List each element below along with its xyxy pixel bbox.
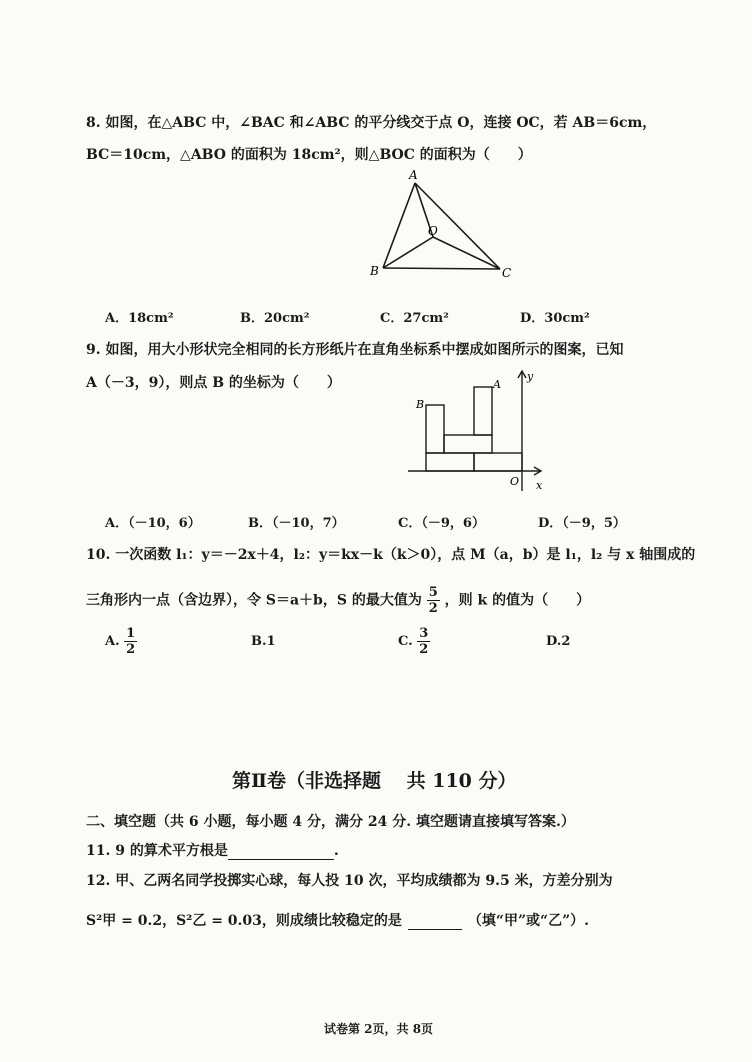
part-heading: 二、填空题（共 6 小题，每小题 4 分，满分 24 分. 填空题请直接填写答案.） (86, 814, 575, 830)
q9-option-b: B．（－10，7） (248, 516, 345, 531)
q8-line2: BC＝10cm，△ABO 的面积为 18cm²，则△BOC 的面积为（ ） (86, 147, 532, 163)
q10-option-a-fraction (124, 626, 137, 657)
side-ab (383, 183, 415, 268)
rect-middle (444, 435, 492, 453)
q12-line2 (86, 910, 589, 930)
rect-vertical-right (474, 387, 492, 435)
segment-oc (433, 237, 500, 269)
q8-line1: 8. 如图，在△ABC 中，∠BAC 和∠ABC 的平分线交于点 O，连接 OC，若 AB＝6cm， (86, 115, 657, 131)
q9-option-d: D．（－9，5） (538, 516, 626, 531)
label-y: y (527, 370, 534, 383)
label-o: O (510, 475, 520, 488)
q10-option-b: B.1 (251, 634, 276, 649)
fraction-denominator: 2 (428, 601, 438, 616)
q9-option-c: C．（－9，6） (398, 516, 485, 531)
label-o: O (428, 224, 438, 238)
rect-vertical-left (426, 405, 444, 453)
segment-bo (383, 237, 433, 268)
q11 (86, 840, 339, 860)
q10-option-c-fraction (417, 626, 430, 657)
rect-bottom-right (474, 453, 522, 471)
q8-option-d: D．30cm² (520, 311, 590, 326)
label-b: B (370, 264, 379, 278)
side-bc (383, 268, 500, 269)
label-a: A (409, 168, 418, 182)
page-footer: 试卷第 2页，共 8页 (324, 1022, 434, 1036)
fraction-denominator: 2 (126, 642, 136, 657)
q10-option-c (398, 626, 430, 657)
q10-option-a (105, 626, 137, 657)
fraction-numerator: 1 (126, 626, 136, 641)
q10-option-d: D.2 (546, 634, 571, 649)
label-a: A (493, 378, 501, 391)
fraction-numerator: 3 (419, 626, 429, 641)
label-b: B (416, 398, 425, 411)
q9-rectangles-figure (400, 366, 560, 496)
q10-line2-tail: ，则 k 的值为（ ） (444, 592, 591, 609)
q11-answer-blank (228, 843, 334, 860)
q11-period: . (333, 843, 339, 859)
q10-line2 (86, 585, 590, 616)
q8-triangle-figure (360, 165, 520, 280)
label-c: C (502, 266, 512, 280)
q9-line1: 9. 如图，用大小形状完全相同的长方形纸片在直角坐标系中摆成如图所示的图案，已知 (86, 342, 624, 358)
q10-line2-text: 三角形内一点（含边界），令 S＝a＋b，S 的最大值为 (86, 592, 422, 609)
q10-smax-fraction (427, 585, 440, 616)
q12-hint: （填“甲”或“乙”）. (467, 913, 589, 929)
q11-text: 11. 9 的算术平方根是 (86, 843, 228, 859)
q10-line1: 10. 一次函数 l₁：y＝－2x＋4，l₂：y＝kx－k（k＞0），点 M（a，b）是 l₁，l₂ 与 x 轴围成的 (86, 547, 696, 563)
q8-option-a: A．18cm² (105, 311, 174, 326)
q9-line2: A（－3，9），则点 B 的坐标为（ ） (86, 375, 341, 391)
q8-option-c: C．27cm² (380, 311, 449, 326)
section-title: 第Ⅱ卷（非选择题 共 110 分） (232, 770, 517, 792)
q10-option-a-label: A. (105, 634, 120, 649)
q8-option-b: B．20cm² (240, 311, 310, 326)
q12-answer-blank (408, 913, 462, 930)
q9-option-a: A．（－10，6） (105, 516, 201, 531)
rect-bottom-left (426, 453, 474, 471)
label-x: x (536, 479, 543, 492)
fraction-numerator: 5 (428, 585, 438, 600)
q10-option-c-label: C. (398, 634, 413, 649)
fraction-denominator: 2 (419, 642, 429, 657)
q12-variance-text: S²甲 = 0.2，S²乙 = 0.03，则成绩比较稳定的是 (86, 913, 402, 929)
q12-line1: 12. 甲、乙两名同学投掷实心球，每人投 10 次，平均成绩都为 9.5 米，方差分别为 (86, 873, 613, 889)
